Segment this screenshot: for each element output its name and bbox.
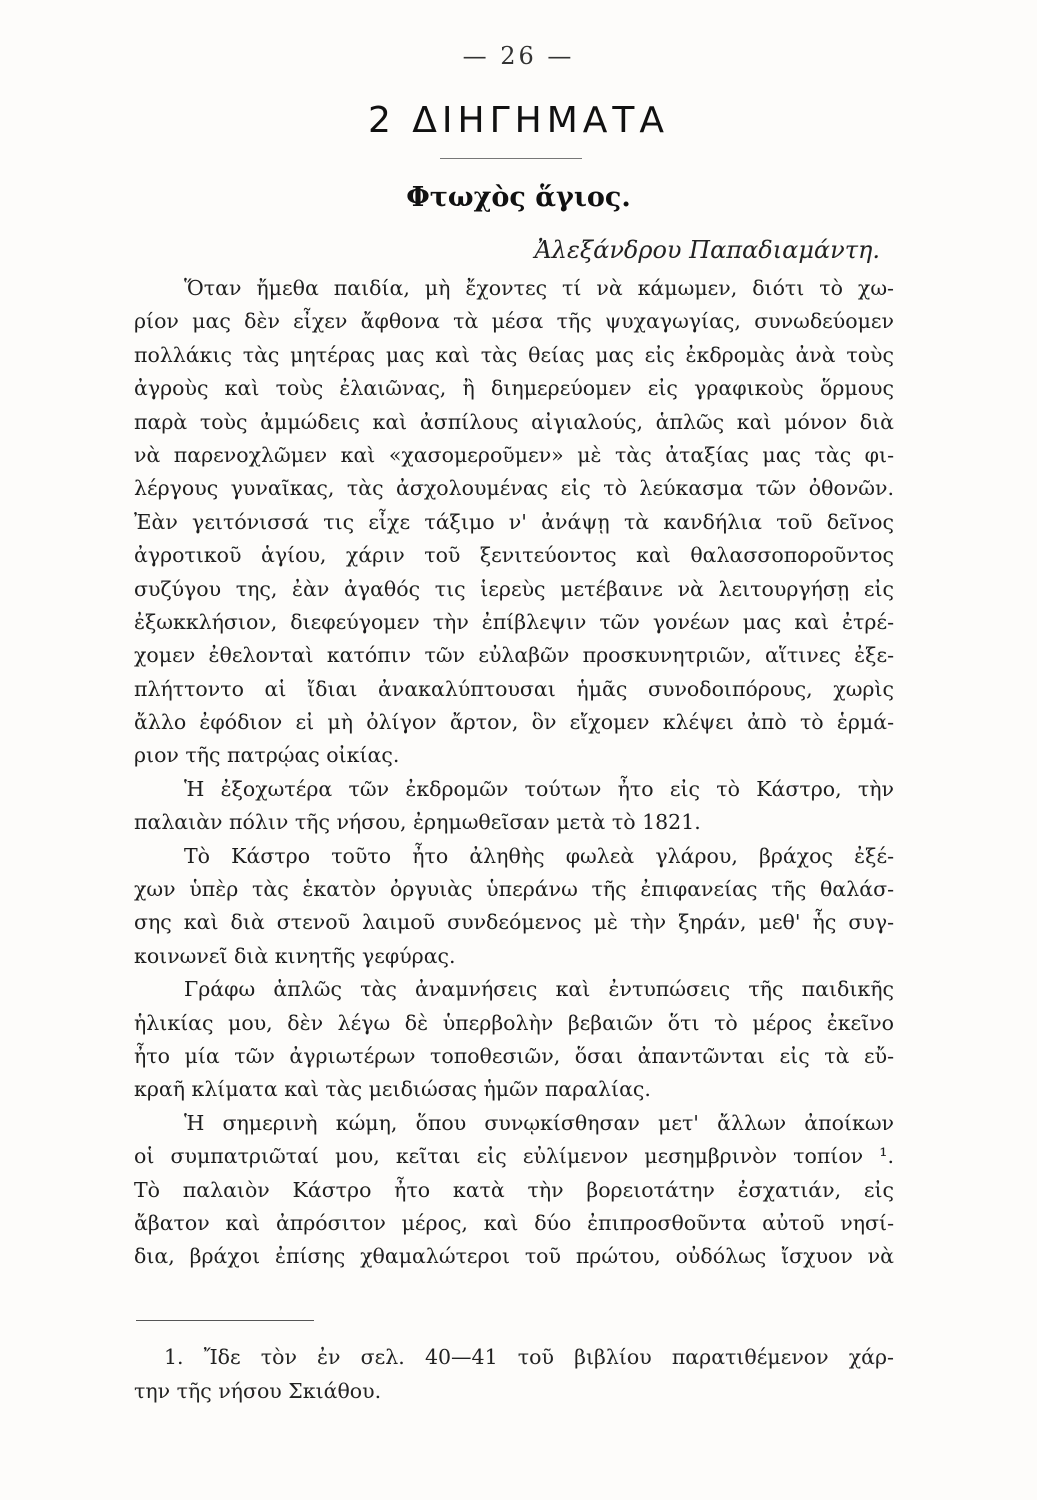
author-name: Ἀλεξάνδρου Παπαδιαμάντη. — [534, 236, 880, 264]
text-line: κοινωνεῖ διὰ κινητῆς γεφύρας. — [134, 943, 456, 968]
text-line: ἦτο μία τῶν ἀγριωτέρων τοποθεσιῶν, ὅσαι ἀπαντῶνται εἰς τὰ εὔ- — [134, 1043, 894, 1068]
text-line: ἄλλο ἐφόδιον εἰ μὴ ὀλίγον ἄρτον, ὃν εἴχομεν κλέψει ἀπὸ τὸ ἑρμά- — [134, 710, 894, 735]
text-line: Ὅταν ἤμεθα παιδία, μὴ ἔχοντες τί νὰ κάμωμεν, διότι τὸ χω- — [184, 276, 894, 300]
text-line: συζύγου της, ἐὰν ἀγαθός τις ἱερεὺς μετέβαινε νὰ λειτουργήσῃ εἰς — [134, 576, 894, 601]
text-line: παρὰ τοὺς ἀμμώδεις καὶ ἀσπίλους αἰγιαλούς, ἁπλῶς καὶ μόνον διὰ — [134, 409, 894, 434]
text-line: Τὸ παλαιὸν Κάστρο ἦτο κατὰ τὴν βορειοτάτην ἐσχατιάν, εἰς — [134, 1177, 894, 1202]
footnote — [134, 1340, 894, 1408]
text-line: Τὸ Κάστρο τοῦτο ἦτο ἀληθὴς φωλεὰ γλάρου, βράχος ἐξέ- — [184, 843, 894, 868]
text-line: ἡλικίας μου, δὲν λέγω δὲ ὑπερβολὴν βεβαιῶν ὅτι τὸ μέρος ἐκεῖνο — [134, 1010, 894, 1035]
page-number: — 26 — — [462, 42, 575, 70]
text-line: ἄβατον καὶ ἀπρόσιτον μέρος, καὶ δύο ἐπιπροσθοῦντα αὐτοῦ νησί- — [134, 1210, 894, 1235]
text-line: πολλάκις τὰς μητέρας μας καὶ τὰς θείας μας εἰς ἐκδρομὰς ἀνὰ τοὺς — [134, 342, 894, 367]
text-line: ἐξωκκλήσιον, διεφεύγομεν τὴν ἐπίβλεψιν τῶν γονέων μας καὶ ἐτρέ- — [134, 609, 894, 634]
section-title: 2 ΔΙΗΓΗΜΑΤΑ — [367, 100, 670, 141]
story-title: Φτωχὸς ἅγιος. — [406, 182, 631, 213]
text-line: ρίον μας δὲν εἶχεν ἄφθονα τὰ μέσα τῆς ψυχαγωγίας, συνωδεύομεν — [134, 309, 894, 334]
footnote-line: 1. Ἴδε τὸν ἐν σελ. 40—41 τοῦ βιβλίου παρατιθέμενον χάρ- — [164, 1345, 894, 1369]
text-line: ριον τῆς πατρῴας οἰκίας. — [134, 743, 400, 768]
text-line: χων ὑπὲρ τὰς ἑκατὸν ὀργυιὰς ὑπεράνω τῆς ἐπιφανείας τῆς θαλάσ- — [134, 877, 894, 902]
text-line: χομεν ἐθελονταὶ κατόπιν τῶν εὐλαβῶν προσκυνητριῶν, αἵτινες ἐξε- — [134, 643, 894, 668]
text-line: Γράφω ἁπλῶς τὰς ἀναμνήσεις καὶ ἐντυπώσεις τῆς παιδικῆς — [184, 977, 894, 1002]
text-line: ἀγροὺς καὶ τοὺς ἐλαιῶνας, ἢ διημερεύομεν εἰς γραφικοὺς ὅρμους — [134, 376, 894, 401]
text-line: Ἐὰν γειτόνισσά τις εἶχε τάξιμο ν' ἀνάψῃ τὰ κανδήλια τοῦ δεῖνος — [134, 509, 894, 534]
footnote-divider — [136, 1320, 314, 1321]
text-line: Ἡ ἐξοχωτέρα τῶν ἐκδρομῶν τούτων ἦτο εἰς τὸ Κάστρο, τὴν — [184, 776, 894, 801]
text-line: Ἡ σημερινὴ κώμη, ὅπου συνῳκίσθησαν μετ' ἄλλων ἀποίκων — [184, 1110, 894, 1135]
footnote-line: την τῆς νήσου Σκιάθου. — [134, 1379, 382, 1403]
text-line: λέργους γυναῖκας, τὰς ἀσχολουμένας εἰς τὸ λεύκασμα τῶν ὀθονῶν. — [134, 476, 894, 501]
text-line: οἱ συμπατριῶταί μου, κεῖται εἰς εὐλίμενον μεσημβρινὸν τοπίον ¹. — [134, 1144, 894, 1169]
text-line: πλήττοντο αἱ ἴδιαι ἀνακαλύπτουσαι ἡμᾶς συνοδοιπόρους, χωρὶς — [134, 676, 894, 701]
text-line: νὰ παρενοχλῶμεν καὶ «χασομεροῦμεν» μὲ τὰς ἀταξίας μας τὰς φι- — [134, 442, 894, 467]
text-line: δια, βράχοι ἐπίσης χθαμαλώτεροι τοῦ πρώτου, οὐδόλως ἴσχυον νὰ — [134, 1244, 894, 1269]
body-text — [134, 272, 894, 1274]
text-line: ἀγροτικοῦ ἁγίου, χάριν τοῦ ξενιτεύοντος καὶ θαλασσοποροῦντος — [134, 543, 894, 568]
text-line: παλαιὰν πόλιν τῆς νήσου, ἐρημωθεῖσαν μετὰ τὸ 1821. — [134, 810, 701, 835]
text-line: κραῆ κλίματα καὶ τὰς μειδιώσας ἡμῶν παραλίας. — [134, 1077, 651, 1102]
title-divider — [440, 158, 582, 159]
text-line: σης καὶ διὰ στενοῦ λαιμοῦ συνδεόμενος μὲ τὴν ξηράν, μεθ' ἧς συγ- — [134, 910, 894, 935]
